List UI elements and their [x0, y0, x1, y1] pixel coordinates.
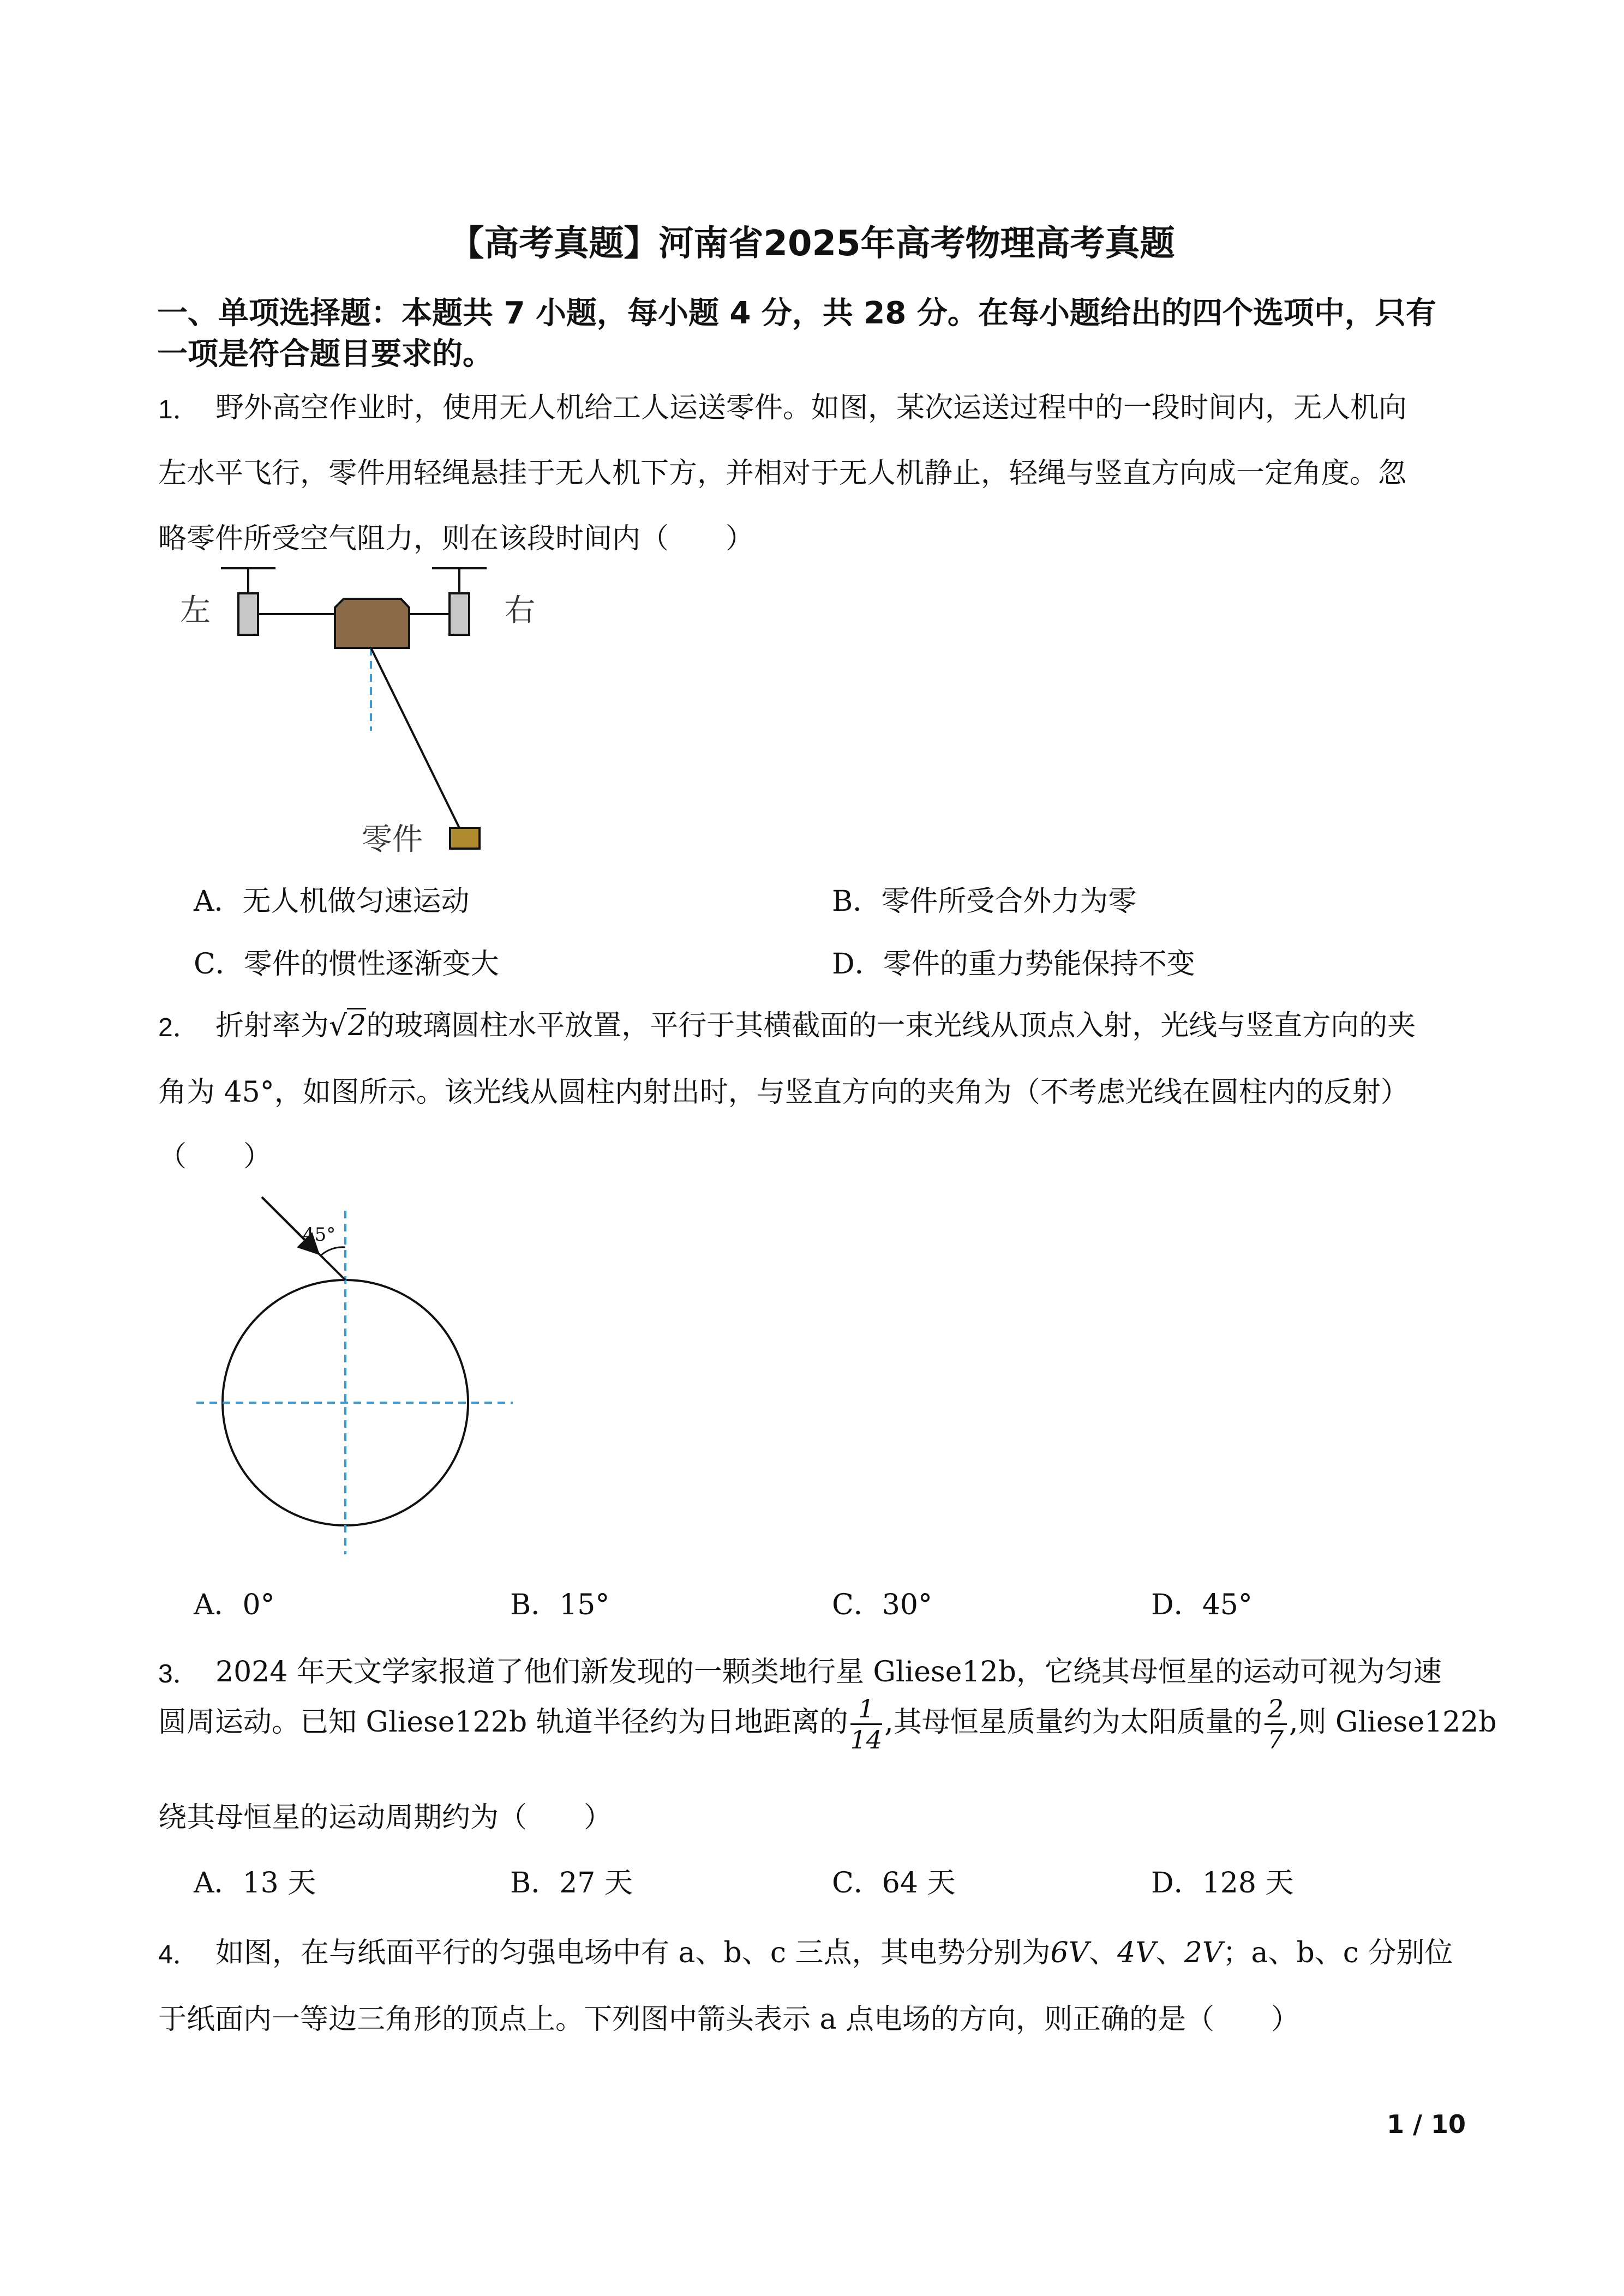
q4-line1: 如图，在与纸面平行的匀强电场中有 a、b、c 三点，其电势分别为6V、4V、2V；a、b、c 分别位	[215, 1937, 1453, 1969]
hanging-part	[450, 828, 480, 849]
q2-option-d[interactable]: D．45°	[1151, 1589, 1253, 1621]
section-header-line1: 一、单项选择题：本题共 7 小题，每小题 4 分，共 28 分。在每小题给出的四个选项中，只有	[157, 296, 1436, 331]
fraction-2-7: $\frac{2}{7}$	[1265, 1696, 1287, 1752]
q1-drone-figure	[180, 562, 573, 867]
drone-body	[335, 599, 409, 648]
rope	[371, 648, 459, 828]
angle-label: 45°	[303, 1224, 336, 1246]
q1-number: 1．	[158, 395, 199, 424]
q2-number: 2．	[158, 1013, 199, 1042]
q1-option-b[interactable]: B．零件所受合外力为零	[832, 885, 1137, 918]
page-title: 【高考真题】河南省2025年高考物理高考真题	[449, 224, 1175, 264]
fraction-1-14: $\frac{1}{14}$	[850, 1694, 883, 1754]
q1-line1: 野外高空作业时，使用无人机给工人运送零件。如图，某次运送过程中的一段时间内，无人机向	[215, 392, 1407, 424]
q3-option-d[interactable]: D．128 天	[1151, 1867, 1294, 1900]
right-motor	[450, 593, 469, 635]
q2-option-b[interactable]: B．15°	[510, 1589, 610, 1621]
q3-option-c[interactable]: C．64 天	[832, 1867, 956, 1900]
q3-line3: 绕其母恒星的运动周期约为（ ）	[158, 1801, 613, 1834]
q3-line2: 圆周运动。已知 Gliese122b 轨道半径约为日地距离的 $\frac{1}{14}$ ,其母恒星质量约为太阳质量的 $\frac{2}{7}$ ,则 Gliese122b	[158, 1694, 1497, 1754]
q3-line1: 2024 年天文学家报道了他们新发现的一颗类地行星 Gliese12b，它绕其母恒星的运动可视为匀速	[215, 1656, 1442, 1688]
q3-option-b[interactable]: B．27 天	[510, 1867, 633, 1900]
q2-option-a[interactable]: A．0°	[194, 1589, 275, 1621]
label-right: 右	[505, 593, 535, 628]
q1-line2: 左水平飞行，零件用轻绳悬挂于无人机下方，并相对于无人机静止，轻绳与竖直方向成一定角度。忽	[158, 457, 1407, 490]
q1-option-d[interactable]: D．零件的重力势能保持不变	[832, 948, 1195, 981]
q1-option-a[interactable]: A．无人机做匀速运动	[194, 885, 470, 918]
label-left: 左	[180, 593, 211, 628]
section-header-line2: 一项是符合题目要求的。	[157, 336, 493, 372]
q3-option-a[interactable]: A．13 天	[194, 1867, 316, 1900]
angle-arc	[321, 1247, 345, 1255]
left-motor	[238, 593, 258, 635]
q2-line3: （ ）	[158, 1140, 272, 1173]
q2-line1: 折射率为√2的玻璃圆柱水平放置，平行于其横截面的一束光线从顶点入射，光线与竖直方向的夹	[215, 1002, 1416, 1043]
label-part: 零件	[362, 822, 423, 857]
q1-line3: 略零件所受空气阻力，则在该段时间内（ ）	[158, 522, 754, 555]
q3-number: 3．	[158, 1660, 199, 1688]
q2-line2: 角为 45°，如图所示。该光线从圆柱内射出时，与竖直方向的夹角为（不考虑光线在圆柱内的反射）	[158, 1076, 1409, 1109]
page-number: 1 / 10	[1387, 2109, 1466, 2139]
q4-number: 4．	[158, 1940, 199, 1969]
q1-option-c[interactable]: C．零件的惯性逐渐变大	[194, 948, 499, 981]
sqrt-two: √2	[329, 1008, 366, 1042]
q2-cylinder-figure	[185, 1189, 524, 1560]
q2-option-c[interactable]: C．30°	[832, 1589, 932, 1621]
q4-line2: 于纸面内一等边三角形的顶点上。下列图中箭头表示 a 点电场的方向，则正确的是（ ）	[158, 2003, 1300, 2036]
